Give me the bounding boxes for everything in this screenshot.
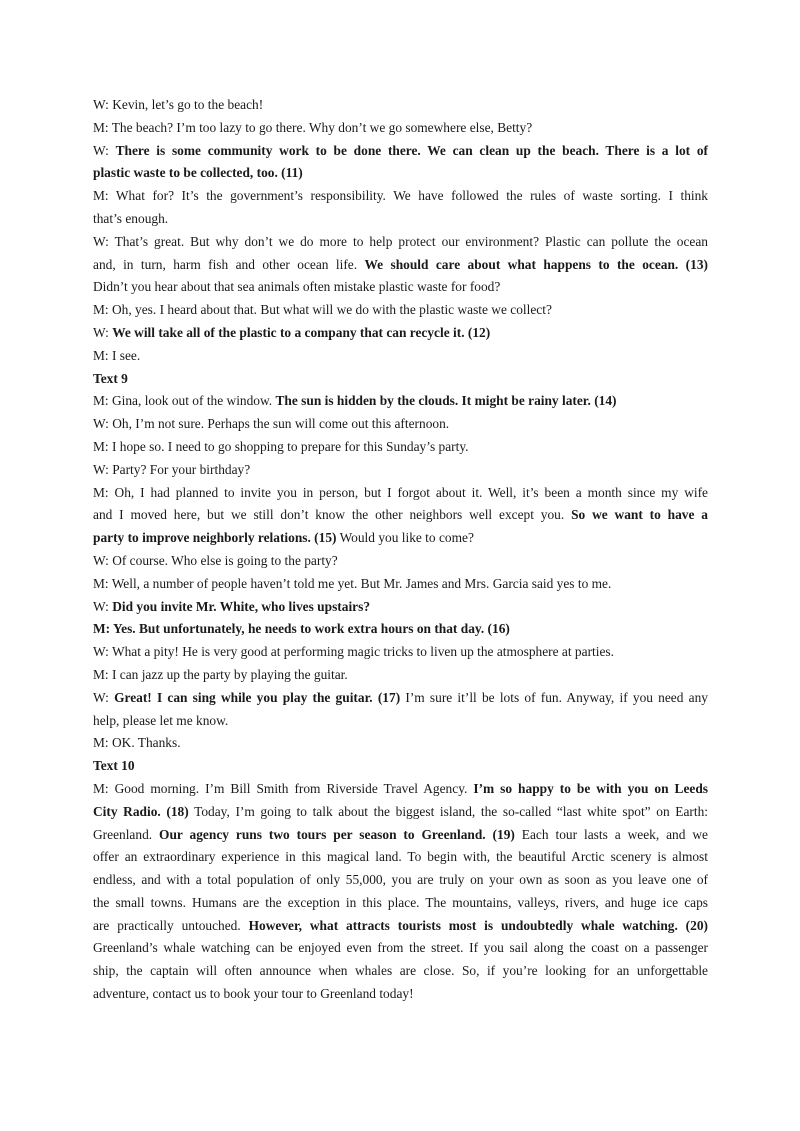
line-14: M: Gina, look out of the window. The sun is hidden by the clouds. It might be rainy later. (14) <box>93 393 617 409</box>
line-22: M: Well, a number of people haven’t told me yet. But Mr. James and Mrs. Garcia said yes to me. <box>93 575 612 591</box>
line-37: are practically untouched. However, what attracts tourists most is undoubtedly whale watching. (20) <box>93 917 708 933</box>
line-23: W: Did you invite Mr. White, who lives upstairs? <box>93 598 371 614</box>
line-24: M: Yes. But unfortunately, he needs to work extra hours on that day. (16) <box>93 621 510 637</box>
document-page <box>93 94 708 1006</box>
line-35: endless, and with a total population of only 55,000, you are truly on your own as soon as you leave one of <box>93 872 708 888</box>
line-9: Didn’t you hear about that sea animals often mistake plastic waste for food? <box>93 279 501 295</box>
line-39: ship, the captain will often announce when whales are close. So, if you’re looking for an unforgettable <box>93 963 708 979</box>
line-11: W: We will take all of the plastic to a company that can recycle it. (12) <box>93 324 491 340</box>
line-26: M: I can jazz up the party by playing the guitar. <box>93 666 348 682</box>
line-1: W: Kevin, let’s go to the beach! <box>93 97 264 112</box>
line-8: and, in turn, harm fish and other ocean life. We should care about what happens to the ocean. (13) <box>93 256 708 272</box>
line-6: that’s enough. <box>93 210 169 226</box>
line-7: W: That’s great. But why don’t we do more to help protect our environment? Plastic can pollute the ocean <box>93 233 708 249</box>
line-20: party to improve neighborly relations. (15) Would you like to come? <box>93 530 474 546</box>
line-38: Greenland’s whale watching can be enjoyed even from the street. If you sail along the coast on a passenger <box>93 940 708 956</box>
line-2: M: The beach? I’m too lazy to go there. Why don’t we go somewhere else, Betty? <box>93 119 533 135</box>
line-3: W: There is some community work to be done there. We can clean up the beach. There is a lot of <box>93 142 708 158</box>
line-4: plastic waste to be collected, too. (11) <box>93 165 303 181</box>
line-5: M: What for? It’s the government’s responsibility. We have followed the rules of waste sorting. I think <box>93 188 708 204</box>
line-27: W: Great! I can sing while you play the guitar. (17) I’m sure it’ll be lots of fun. Anyway, if you need any <box>93 689 708 705</box>
line-17: W: Party? For your birthday? <box>93 461 251 477</box>
line-31: M: Good morning. I’m Bill Smith from Riverside Travel Agency. I’m so happy to be with you on Leeds <box>93 780 709 796</box>
line-34: offer an extraordinary experience in this magical land. To begin with, the beautiful Arctic scenery is almost <box>93 849 708 865</box>
line-33: Greenland. Our agency runs two tours per season to Greenland. (19) Each tour lasts a week, and we <box>93 826 708 842</box>
line-28: help, please let me know. <box>93 712 229 728</box>
line-36: the small towns. Humans are the exception in this place. The mountains, valleys, rivers, and huge ice caps <box>93 894 708 910</box>
line-10: M: Oh, yes. I heard about that. But what will we do with the plastic waste we collect? <box>93 302 552 318</box>
line-21: W: Of course. Who else is going to the party? <box>93 552 338 568</box>
line-29: M: OK. Thanks. <box>93 735 181 751</box>
line-19: and I moved here, but we still don’t know the other neighbors well except you. So we want to have a <box>93 507 708 523</box>
line-18: M: Oh, I had planned to invite you in person, but I forgot about it. Well, it’s been a month since my wife <box>93 484 708 500</box>
line-25: W: What a pity! He is very good at performing magic tricks to liven up the atmosphere at parties. <box>93 644 614 660</box>
line-16: M: I hope so. I need to go shopping to prepare for this Sunday’s party. <box>93 438 469 454</box>
section-heading-text-10: Text 10 <box>93 758 135 774</box>
line-12: M: I see. <box>93 347 141 363</box>
line-40: adventure, contact us to book your tour to Greenland today! <box>93 986 414 1002</box>
line-15: W: Oh, I’m not sure. Perhaps the sun will come out this afternoon. <box>93 416 450 432</box>
section-heading-text-9: Text 9 <box>93 370 128 386</box>
line-32: City Radio. (18) Today, I’m going to talk about the biggest island, the so-called “last white spot” on Earth: <box>93 803 708 819</box>
